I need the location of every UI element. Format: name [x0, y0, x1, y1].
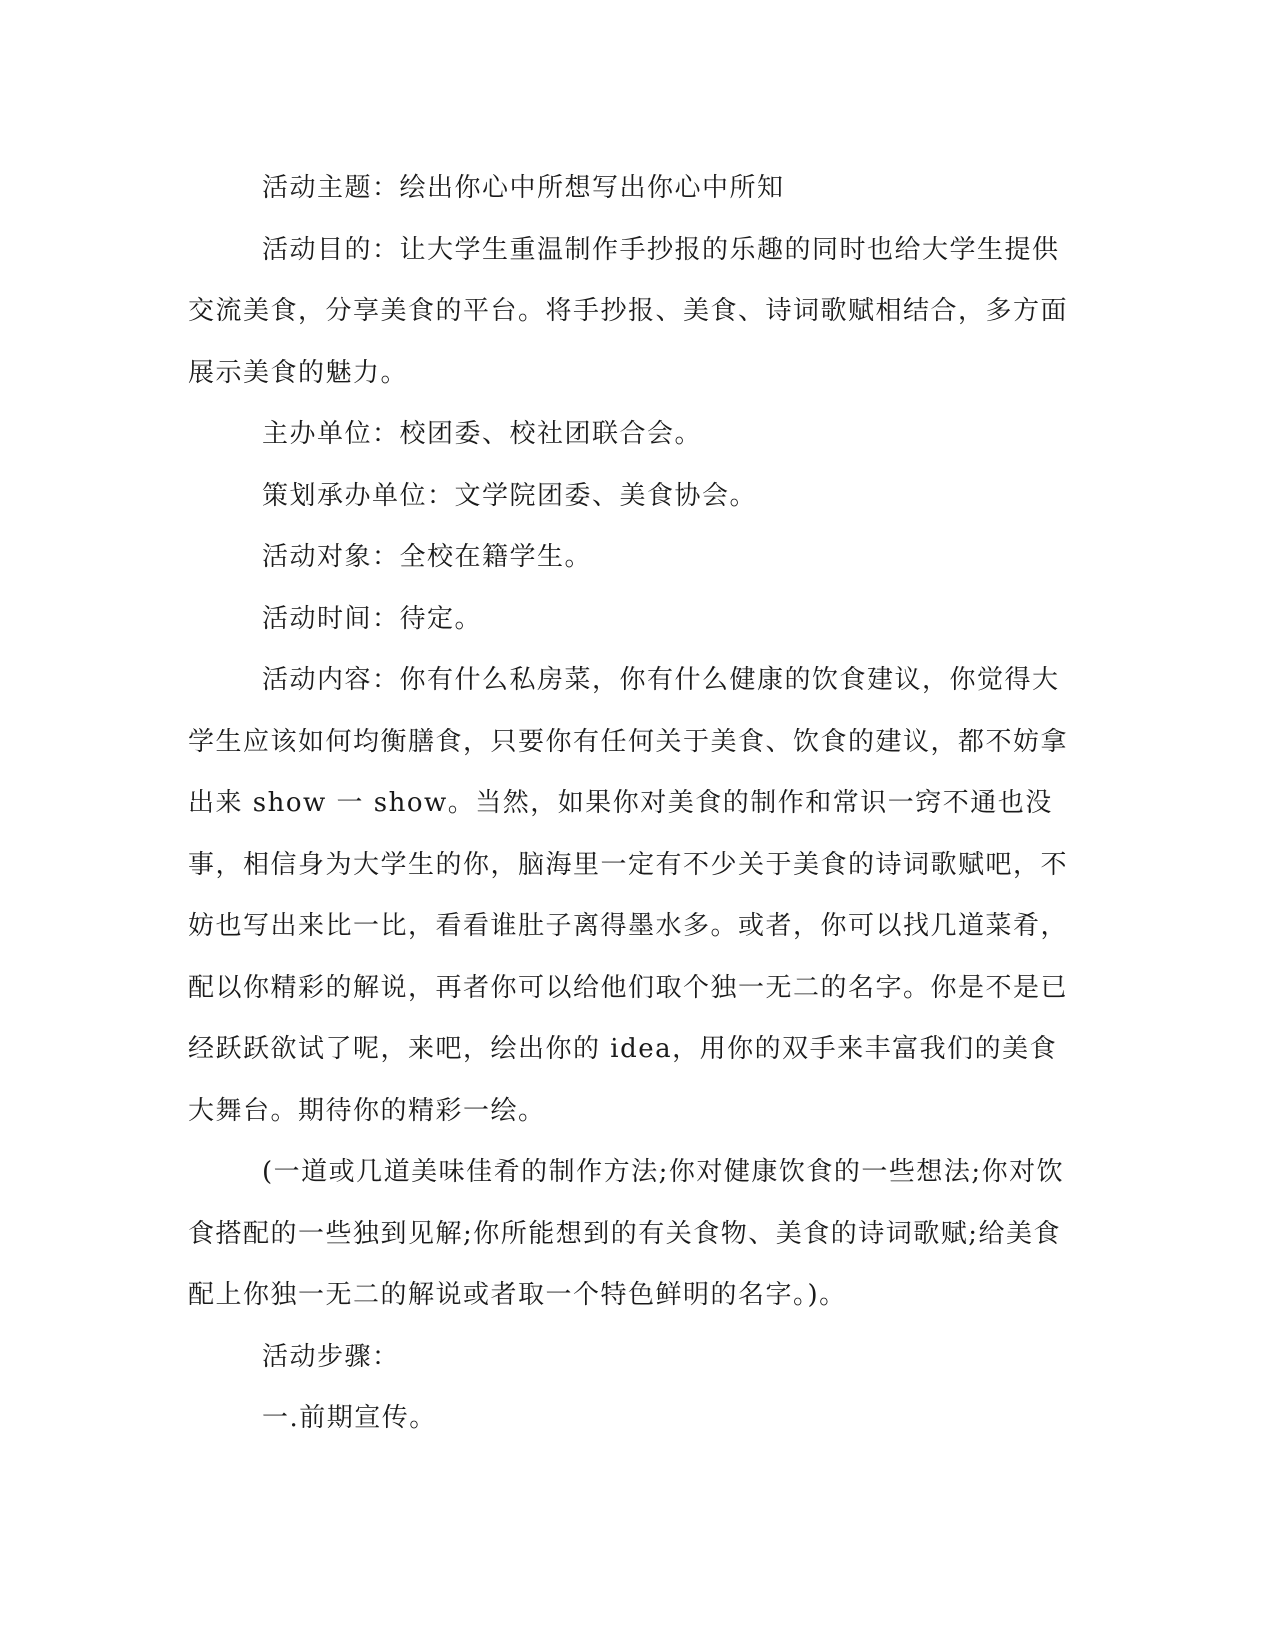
- paragraph-theme: 活动主题：绘出你心中所想写出你心中所知: [262, 173, 785, 203]
- paragraph-steps-heading: 活动步骤：: [262, 1341, 400, 1372]
- paragraph-step-one: 一.前期宣传。: [262, 1403, 437, 1433]
- paragraph-examples: (一道或几道美味佳肴的制作方法;你对健康饮食的一些想法;你对饮食搭配的一些独到见解;你所能想到的有关食物、美食的诗词歌赋;给美食配上你独一无二的解说或者取一个特色鲜明的名字。)。: [188, 1157, 1065, 1310]
- paragraph-organizer: 主办单位：校团委、校社团联合会。: [262, 419, 703, 449]
- paragraph-audience: 活动对象：全校在籍学生。: [262, 542, 593, 572]
- document-body: [188, 158, 1073, 1450]
- paragraph-purpose: 活动目的：让大学生重温制作手抄报的乐趣的同时也给大学生提供交流美食，分享美食的平台。将手抄报、美食、诗词歌赋相结合，多方面展示美食的魅力。: [188, 234, 1069, 388]
- paragraph-content: 活动内容：你有什么私房菜，你有什么健康的饮食建议，你觉得大学生应该如何均衡膳食，只要你有任何关于美食、饮食的建议，都不妨拿出来 show 一 show。当然，如果你对美食的制作和常识一窍不通也没事，相信身为大学生的你，脑海里一定有不少关于美食的诗词歌赋吧，不妨也写出来比一比，看看谁肚子离得墨水多。或者，你可以找几道菜肴，配以你精彩的解说，再者你可以给他们取个独一无二的名字。你是不是已经跃跃欲试了呢，来吧，绘出你的 idea，用你的双手来丰富我们的美食大舞台。期待你的精彩一绘。: [188, 665, 1069, 1126]
- paragraph-planner: 策划承办单位：文学院团委、美食协会。: [262, 480, 758, 511]
- paragraph-time: 活动时间：待定。: [262, 603, 483, 634]
